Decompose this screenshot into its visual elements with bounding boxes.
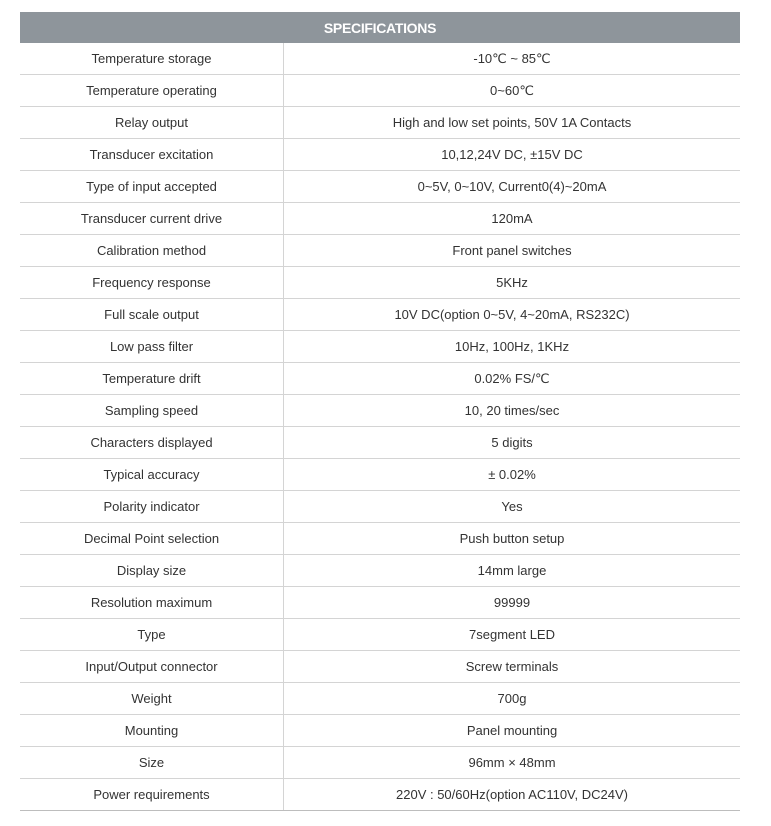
spec-row	[20, 427, 740, 459]
spec-label: Type of input accepted	[20, 171, 284, 203]
spec-value: 99999	[284, 587, 741, 619]
spec-value: 10V DC(option 0~5V, 4~20mA, RS232C)	[284, 299, 741, 331]
spec-value: ± 0.02%	[284, 459, 741, 491]
spec-value: 5KHz	[284, 267, 741, 299]
spec-row	[20, 587, 740, 619]
spec-value: 10,12,24V DC, ±15V DC	[284, 139, 741, 171]
spec-label: Temperature drift	[20, 363, 284, 395]
spec-row	[20, 331, 740, 363]
spec-value: 700g	[284, 683, 741, 715]
spec-label: Temperature operating	[20, 75, 284, 107]
spec-label: Power requirements	[20, 779, 284, 811]
specifications-panel	[20, 12, 740, 811]
spec-row	[20, 491, 740, 523]
spec-row	[20, 299, 740, 331]
spec-row	[20, 363, 740, 395]
spec-value: Front panel switches	[284, 235, 741, 267]
spec-label: Characters displayed	[20, 427, 284, 459]
specifications-header: SPECIFICATIONS	[20, 12, 740, 43]
spec-value: 5 digits	[284, 427, 741, 459]
spec-value: Push button setup	[284, 523, 741, 555]
spec-label: Transducer excitation	[20, 139, 284, 171]
spec-row	[20, 459, 740, 491]
spec-value: 220V : 50/60Hz(option AC110V, DC24V)	[284, 779, 741, 811]
spec-label: Temperature storage	[20, 43, 284, 75]
spec-value: -10℃ ~ 85℃	[284, 43, 741, 75]
spec-row	[20, 523, 740, 555]
spec-value: Yes	[284, 491, 741, 523]
spec-row	[20, 619, 740, 651]
spec-value: 0~60℃	[284, 75, 741, 107]
spec-label: Frequency response	[20, 267, 284, 299]
spec-label: Calibration method	[20, 235, 284, 267]
spec-label: Relay output	[20, 107, 284, 139]
spec-row	[20, 171, 740, 203]
spec-row	[20, 555, 740, 587]
spec-row	[20, 75, 740, 107]
spec-value: 96mm × 48mm	[284, 747, 741, 779]
spec-label: Resolution maximum	[20, 587, 284, 619]
spec-row	[20, 203, 740, 235]
spec-label: Transducer current drive	[20, 203, 284, 235]
spec-row	[20, 715, 740, 747]
spec-label: Display size	[20, 555, 284, 587]
spec-row	[20, 683, 740, 715]
spec-value: High and low set points, 50V 1A Contacts	[284, 107, 741, 139]
spec-value: 120mA	[284, 203, 741, 235]
spec-label: Mounting	[20, 715, 284, 747]
spec-label: Typical accuracy	[20, 459, 284, 491]
spec-value: Panel mounting	[284, 715, 741, 747]
spec-label: Sampling speed	[20, 395, 284, 427]
spec-label: Decimal Point selection	[20, 523, 284, 555]
spec-label: Weight	[20, 683, 284, 715]
spec-row	[20, 651, 740, 683]
spec-value: 14mm large	[284, 555, 741, 587]
spec-label: Size	[20, 747, 284, 779]
specifications-table-body	[20, 43, 740, 811]
spec-row	[20, 235, 740, 267]
spec-value: Screw terminals	[284, 651, 741, 683]
spec-row	[20, 267, 740, 299]
spec-value: 10, 20 times/sec	[284, 395, 741, 427]
spec-label: Type	[20, 619, 284, 651]
spec-value: 0.02% FS/℃	[284, 363, 741, 395]
spec-row	[20, 747, 740, 779]
spec-label: Input/Output connector	[20, 651, 284, 683]
spec-value: 0~5V, 0~10V, Current0(4)~20mA	[284, 171, 741, 203]
specifications-table	[20, 43, 740, 811]
spec-row	[20, 395, 740, 427]
spec-row	[20, 779, 740, 811]
spec-row	[20, 139, 740, 171]
spec-row	[20, 107, 740, 139]
spec-label: Full scale output	[20, 299, 284, 331]
spec-label: Low pass filter	[20, 331, 284, 363]
spec-row	[20, 43, 740, 75]
spec-label: Polarity indicator	[20, 491, 284, 523]
spec-value: 7segment LED	[284, 619, 741, 651]
spec-value: 10Hz, 100Hz, 1KHz	[284, 331, 741, 363]
